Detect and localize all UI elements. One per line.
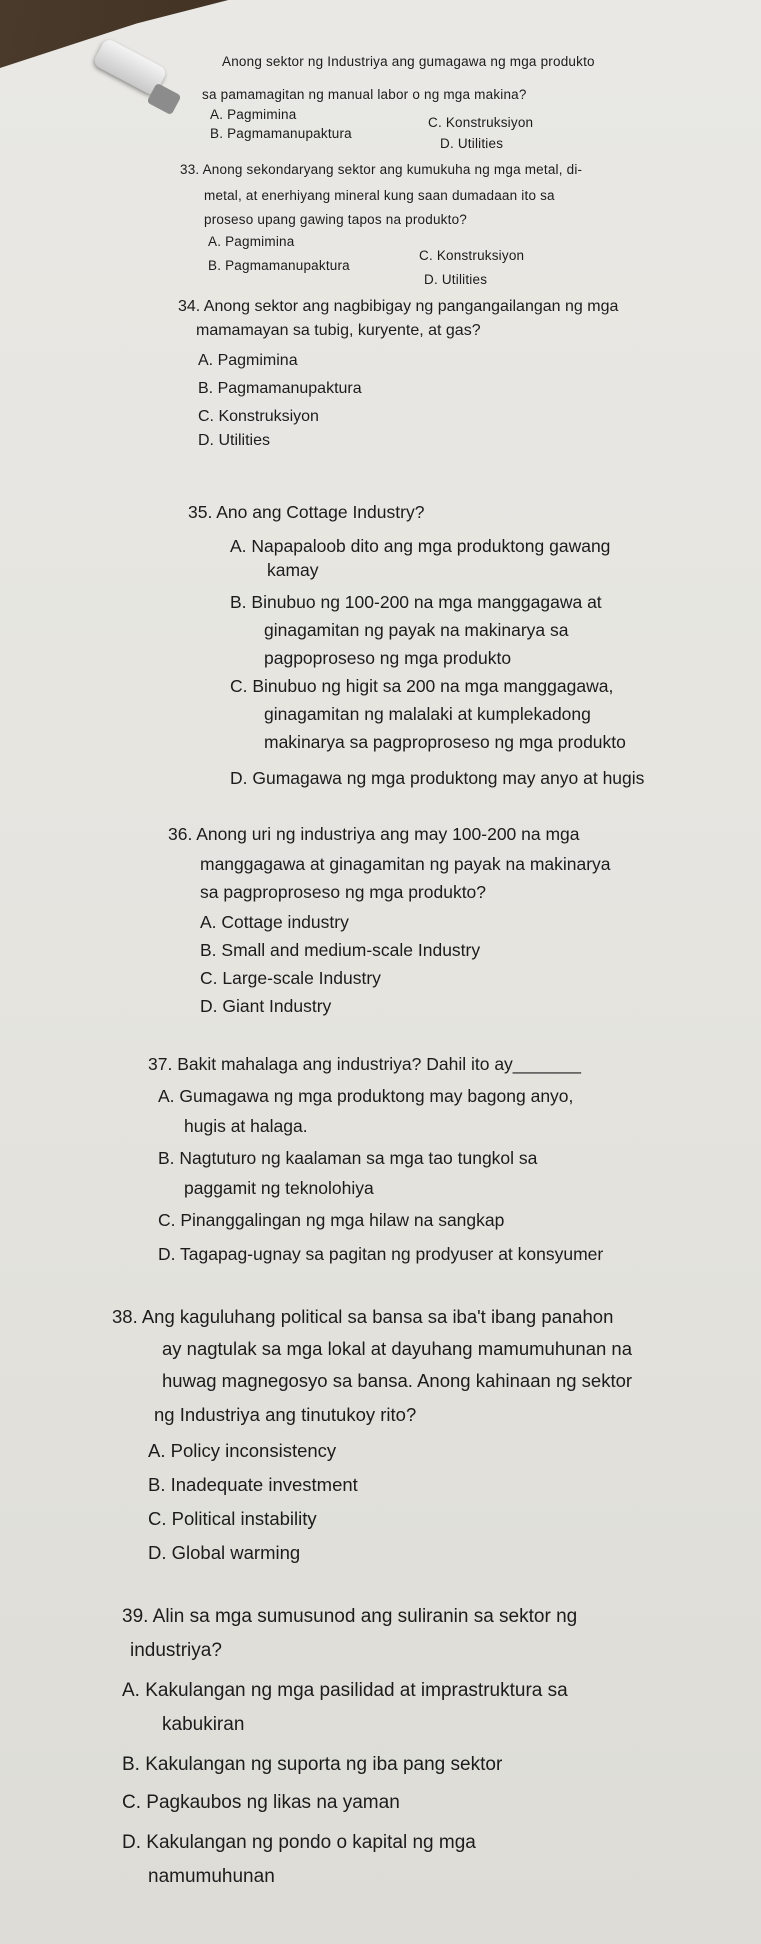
question-38-option-b: B. Inadequate investment [148,1474,358,1495]
question-37-option-b-cont: paggamit ng teknolohiya [184,1178,374,1198]
question-36-stem-line-1: 36. Anong uri ng industriya ang may 100-200 na mga [168,824,580,844]
question-32-option-d: D. Utilities [440,136,504,151]
question-39-stem-line-1: 39. Alin sa mga sumusunod ang suliranin sa sektor ng [122,1606,578,1627]
question-39-option-b: B. Kakulangan ng suporta ng iba pang sektor [122,1754,503,1775]
question-36-stem-line-2: manggagawa at ginagamitan ng payak na makinarya [200,854,611,874]
question-35-option-c-cont-2: makinarya sa pagproproseso ng mga produkto [264,732,626,752]
question-34-option-a: A. Pagmimina [198,352,298,369]
question-32-stem-line-2: sa pamamagitan ng manual labor o ng mga makina? [202,87,527,102]
question-33-stem-line-1: 33. Anong sekondaryang sektor ang kumukuha ng mga metal, di- [180,162,583,177]
question-37-stem: 37. Bakit mahalaga ang industriya? Dahil ito ay_______ [148,1054,581,1074]
question-38-stem-line-1: 38. Ang kaguluhang political sa bansa sa iba't ibang panahon [112,1306,614,1327]
question-33-option-d: D. Utilities [424,272,488,287]
question-35-option-b-cont-2: pagpoproseso ng mga produkto [264,648,512,668]
question-33-option-a: A. Pagmimina [208,234,295,249]
question-39-option-a-cont: kabukiran [162,1714,245,1735]
question-32-option-a: A. Pagmimina [210,107,297,122]
question-32-option-b: B. Pagmamanupaktura [210,126,352,141]
question-35-option-b-cont-1: ginagamitan ng payak na makinarya sa [264,620,569,640]
question-36-option-d: D. Giant Industry [200,996,332,1016]
question-39-option-d: D. Kakulangan ng pondo o kapital ng mga [122,1832,476,1853]
question-32-stem-line-1: Anong sektor ng Industriya ang gumagawa ng mga produkto [222,54,595,69]
question-39-option-c: C. Pagkaubos ng likas na yaman [122,1792,400,1813]
question-35-option-d: D. Gumagawa ng mga produktong may anyo at hugis [230,768,645,788]
question-33-stem-line-3: proseso upang gawing tapos na produkto? [204,212,467,227]
question-34-stem-line-2: mamamayan sa tubig, kuryente, at gas? [196,322,481,339]
question-37-option-b: B. Nagtuturo ng kaalaman sa mga tao tungkol sa [158,1148,538,1168]
question-36-option-a: A. Cottage industry [200,912,349,932]
question-39-stem-line-2: industriya? [130,1640,222,1661]
question-38-option-d: D. Global warming [148,1542,301,1563]
question-33-stem-line-2: metal, at enerhiyang mineral kung saan dumadaan ito sa [204,188,555,203]
question-36-option-b: B. Small and medium-scale Industry [200,940,481,960]
question-39-option-a: A. Kakulangan ng mga pasilidad at imprastruktura sa [122,1680,568,1701]
question-38-option-a: A. Policy inconsistency [148,1440,337,1461]
question-37-option-a: A. Gumagawa ng mga produktong may bagong anyo, [158,1086,574,1106]
question-33-option-b: B. Pagmamanupaktura [208,258,350,273]
question-38-option-c: C. Political instability [148,1508,317,1529]
question-32-option-c: C. Konstruksiyon [428,115,534,130]
question-37-option-c: C. Pinanggalingan ng mga hilaw na sangkap [158,1210,505,1230]
question-38-stem-line-3: huwag magnegosyo sa bansa. Anong kahinaan ng sektor [162,1370,633,1391]
question-38-stem-line-4: ng Industriya ang tinutukoy rito? [154,1404,417,1425]
question-35-option-b: B. Binubuo ng 100-200 na mga manggagawa at [230,592,602,612]
question-35-option-a-cont: kamay [267,560,319,580]
question-35-stem: 35. Ano ang Cottage Industry? [188,502,425,522]
question-36-option-c: C. Large-scale Industry [200,968,381,988]
question-34-option-c: C. Konstruksiyon [198,408,319,425]
question-34-option-d: D. Utilities [198,432,271,449]
question-35-option-a: A. Napapaloob dito ang mga produktong gawang [230,536,611,556]
question-35-option-c-cont-1: ginagamitan ng malalaki at kumplekadong [264,704,591,724]
question-34-option-b: B. Pagmamanupaktura [198,380,362,397]
question-38-stem-line-2: ay nagtulak sa mga lokal at dayuhang mamumuhunan na [162,1338,632,1359]
question-37-option-d: D. Tagapag-ugnay sa pagitan ng prodyuser at konsyumer [158,1244,604,1264]
question-33-option-c: C. Konstruksiyon [419,248,525,263]
question-34-stem-line-1: 34. Anong sektor ang nagbibigay ng pangangailangan ng mga [178,298,619,315]
question-36-stem-line-3: sa pagproproseso ng mga produkto? [200,882,487,902]
question-39-option-d-cont: namumuhunan [148,1866,275,1887]
question-35-option-c: C. Binubuo ng higit sa 200 na mga manggagawa, [230,676,614,696]
question-37-option-a-cont: hugis at halaga. [184,1116,308,1136]
